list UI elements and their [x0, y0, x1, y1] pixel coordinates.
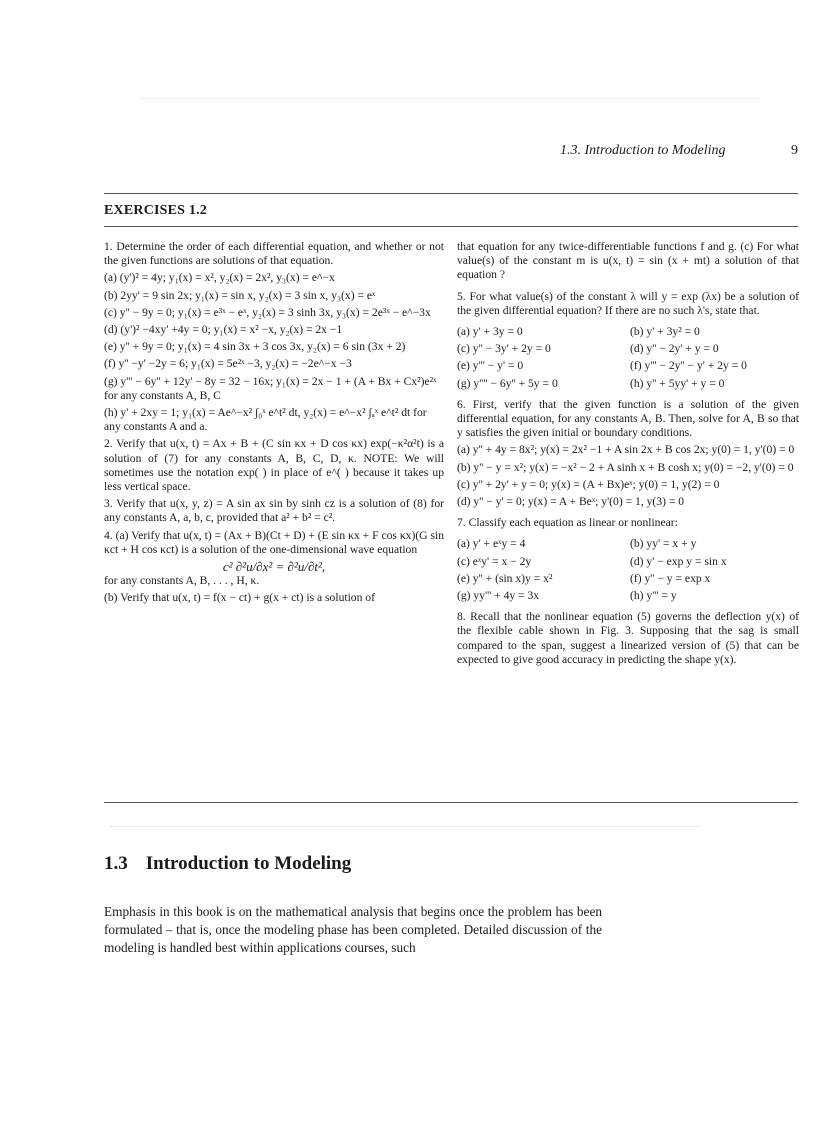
exercise-7-item: (b) yy' = x + y: [630, 537, 697, 551]
exercise-4-constants: for any constants A, B, . . . , H, κ.: [104, 574, 260, 588]
exercises-left-column: [104, 240, 444, 609]
wave-equation: c² ∂²u/∂x² = ∂²u/∂t²,: [222, 559, 326, 575]
exercise-4c: that equation for any twice-differentiable functions f and g. (c) For what value(s) of the constant m is u(x, t) = sin (x + mt) a solution of that equation ?: [457, 240, 799, 282]
running-header: [560, 143, 800, 159]
exercise-7-row: [457, 589, 799, 603]
exercise-1b: (b) 2yy' = 9 sin 2x; y₁(x) = sin x, y₂(x) = 3 sin x, y₃(x) = eˣ: [104, 288, 376, 302]
section-body-text: Emphasis in this book is on the mathematical analysis that begins once the problem has been formulated – that is, once the modeling phase has been completed. Detailed discussion of the modeling is handled best within applications courses, such: [104, 904, 602, 956]
exercise-5-item: (c) y'' − 3y' + 2y = 0: [457, 342, 551, 356]
exercise-1f: (f) y'' −y' −2y = 6; y₁(x) = 5e²ˣ −3, y₂(x) = −2e^−x −3: [104, 357, 352, 371]
exercise-5-item: (a) y' + 3y = 0: [457, 325, 523, 339]
exercise-6d: (d) y'' − y' = 0; y(x) = A + Beˣ; y'(0) = 1, y(3) = 0: [457, 495, 685, 509]
exercise-5-row: [457, 342, 799, 356]
section-title: Introduction to Modeling: [145, 853, 352, 874]
exercise-5-item: (g) y'''' − 6y'' + 5y = 0: [457, 376, 558, 390]
exercise-2: 2. Verify that u(x, t) = Ax + B + (C sin κx + D cos κx) exp(−κ²α²t) is a solution of (7) for any constants A, B, C, D, κ. NOTE: We will sometimes use the notation exp( ) in place of e^( ) because it takes up less vertical space.: [104, 437, 444, 494]
exercise-5-row: [457, 325, 799, 339]
exercise-7: 7. Classify each equation as linear or nonlinear:: [457, 516, 678, 530]
exercise-7-item: (h) y''' = y: [630, 589, 677, 603]
exercise-3: 3. Verify that u(x, y, z) = A sin ax sin by sinh cz is a solution of (8) for any constants A, a, b, c, provided that a² + b² = c².: [104, 497, 444, 525]
exercise-5-item: (b) y' + 3y² = 0: [630, 325, 700, 339]
exercise-6c: (c) y'' + 2y' + y = 0; y(x) = (A + Bx)eˣ; y(0) = 1, y(2) = 0: [457, 477, 720, 491]
exercise-1: 1. Determine the order of each differential equation, and whether or not the given functions are solutions of that equation.: [104, 240, 444, 268]
exercise-5-row: [457, 359, 799, 373]
exercise-4a: 4. (a) Verify that u(x, t) = (Ax + B)(Ct + D) + (E sin κx + F cos κx)(G sin κct + H cos κct) is a solution of the one-dimensional wave equation: [104, 528, 444, 556]
exercise-1e: (e) y'' + 9y = 0; y₁(x) = 4 sin 3x + 3 cos 3x, y₂(x) = 6 sin (3x + 2): [104, 340, 406, 354]
running-title: 1.3. Introduction to Modeling: [560, 143, 726, 158]
scan-artifact-line: [140, 98, 760, 99]
exercise-5-item: (e) y''' − y' = 0: [457, 359, 524, 373]
exercise-5-item: (f) y''' − 2y'' − y' + 2y = 0: [630, 359, 747, 373]
exercise-5-item: (d) y'' − 2y' + y = 0: [630, 342, 719, 356]
top-rule: [104, 193, 798, 194]
exercises-title-rule: [104, 226, 798, 227]
exercise-5-item: (h) y'' + 5yy' + y = 0: [630, 376, 725, 390]
exercise-7-item: (d) y' − exp y = sin x: [630, 554, 727, 568]
exercise-7-item: (c) eˣy' = x − 2y: [457, 554, 532, 568]
exercise-7-row: [457, 537, 799, 551]
exercises-bottom-rule: [104, 802, 798, 803]
exercise-7-item: (g) yy''' + 4y = 3x: [457, 589, 540, 603]
exercise-1h: (h) y' + 2xy = 1; y₁(x) = Ae^−x² ∫₀ˣ e^t² dt, y₂(x) = e^−x² ∫ₐˣ e^t² dt for any constants A and a.: [104, 406, 427, 434]
exercise-1a: (a) (y')² = 4y; y₁(x) = x², y₂(x) = 2x², y₃(x) = e^−x: [104, 271, 335, 285]
exercise-1c: (c) y'' − 9y = 0; y₁(x) = e³ˣ − eˣ, y₂(x) = 3 sinh 3x, y₃(x) = 2e³ˣ − e^−3x: [104, 305, 431, 319]
exercise-5: 5. For what value(s) of the constant λ will y = exp (λx) be a solution of the given differential equation? If there are no such λ's, state that.: [457, 289, 799, 317]
exercise-6a: (a) y'' + 4y = 8x²; y(x) = 2x² −1 + A sin 2x + B cos 2x; y(0) = 1, y'(0) = 0: [457, 443, 795, 457]
exercise-7-row: [457, 555, 799, 569]
section-heading: [104, 853, 351, 875]
exercise-7-item: (e) y'' + (sin x)y = x²: [457, 571, 553, 585]
exercise-7-item: (f) y'' − y = exp x: [630, 571, 711, 585]
exercise-5-row: [457, 377, 799, 391]
exercise-6b: (b) y'' − y = x²; y(x) = −x² − 2 + A sinh x + B cosh x; y(0) = −2, y'(0) = 0: [457, 460, 794, 474]
exercise-7-item: (a) y' + eˣy = 4: [457, 537, 526, 551]
scan-artifact-line: [110, 826, 700, 827]
exercise-7-row: [457, 572, 799, 586]
exercises-title: EXERCISES 1.2: [104, 203, 207, 218]
exercise-8: 8. Recall that the nonlinear equation (5) governs the deflection y(x) of the flexible cable shown in Fig. 3. Supposing that the sag is small compared to the span, suggest a linearized version of (5) that can be expected to give good accuracy in predicting the shape y(x).: [457, 610, 799, 666]
exercise-1d: (d) (y')² −4xy' +4y = 0; y₁(x) = x² −x, y₂(x) = 2x −1: [104, 323, 343, 337]
exercise-1g: (g) y''' − 6y'' + 12y' − 8y = 32 − 16x; y₁(x) = 2x − 1 + (A + Bx + Cx²)e²ˣ for any constants A, B, C: [104, 374, 437, 402]
exercise-6: 6. First, verify that the given function is a solution of the given differential equation, for any constants A, B. Then, solve for A, B so that y satisfies the given initial or boundary conditions.: [457, 397, 799, 440]
exercise-4b: (b) Verify that u(x, t) = f(x − ct) + g(x + ct) is a solution of: [104, 591, 375, 605]
exercises-right-column: [457, 240, 799, 670]
page-number: 9: [791, 143, 798, 158]
section-number: 1.3: [104, 853, 128, 874]
